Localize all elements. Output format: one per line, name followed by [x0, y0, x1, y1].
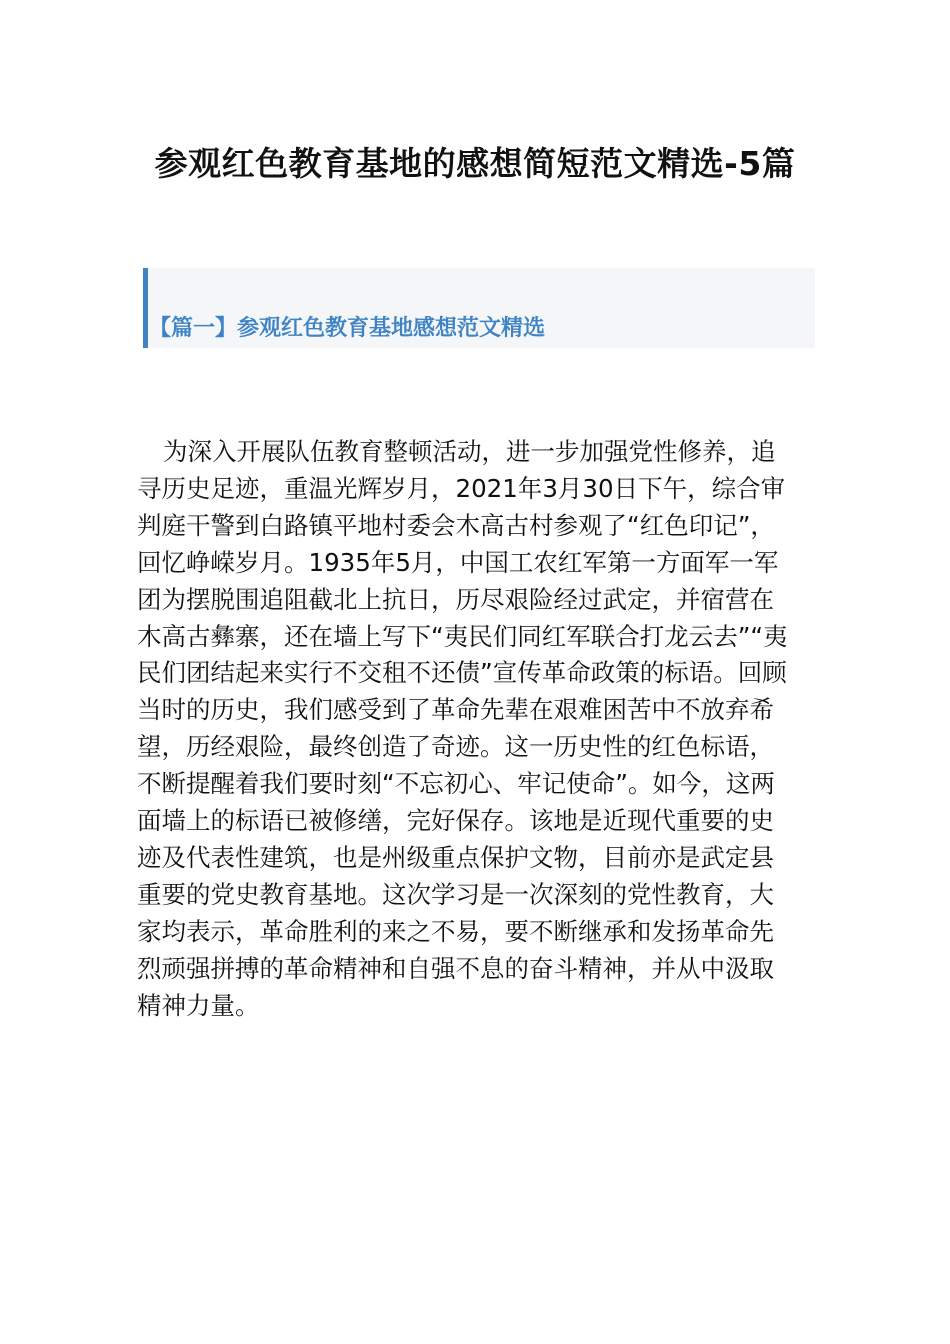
- body-line: 不断提醒着我们要时刻“不忘初心、牢记使命”。如今，这两: [137, 769, 775, 799]
- body-line: 迹及代表性建筑，也是州级重点保护文物，目前亦是武定县: [137, 842, 774, 872]
- body-paragraph: [137, 434, 817, 1025]
- body-line: 为深入开展队伍教育整顿活动，进一步加强党性修养，追: [163, 437, 776, 466]
- section-accent-bar: [143, 268, 148, 348]
- body-line: 家均表示，革命胜利的来之不易，要不断继承和发扬革命先: [137, 916, 774, 946]
- section-heading-box: [143, 268, 815, 348]
- body-line: 判庭干警到白路镇平地村委会木高古村参观了“红色印记”，: [137, 510, 775, 540]
- body-line: 烈顽强拼搏的革命精神和自强不息的奋斗精神，并从中汲取: [137, 953, 774, 983]
- body-line: 回忆峥嵘岁月。1935年5月，中国工农红军第一方面军一军: [137, 547, 779, 577]
- document-title: 参观红色教育基地的感想简短范文精选-5篇: [154, 144, 796, 183]
- body-line: 望，历经艰险，最终创造了奇迹。这一历史性的红色标语，: [137, 732, 774, 762]
- body-line: 精神力量。: [137, 990, 260, 1020]
- section-heading: 【篇一】参观红色教育基地感想范文精选: [149, 316, 546, 341]
- body-line: 民们团结起来实行不交租不还债”宣传革命政策的标语。回顾: [137, 658, 787, 688]
- body-line: 重要的党史教育基地。这次学习是一次深刻的党性教育，大: [137, 879, 774, 909]
- body-line: 当时的历史，我们感受到了革命先辈在艰难困苦中不放弃希: [137, 695, 774, 725]
- body-line: 木高古彝寨，还在墙上写下“夷民们同红军联合打龙云去”“夷: [137, 621, 788, 651]
- body-line: 面墙上的标语已被修缮，完好保存。该地是近现代重要的史: [137, 806, 774, 836]
- body-line: 寻历史足迹，重温光辉岁月，2021年3月30日下午，综合审: [137, 473, 786, 503]
- body-line: 团为摆脱围追阻截北上抗日，历尽艰险经过武定，并宿营在: [137, 584, 774, 614]
